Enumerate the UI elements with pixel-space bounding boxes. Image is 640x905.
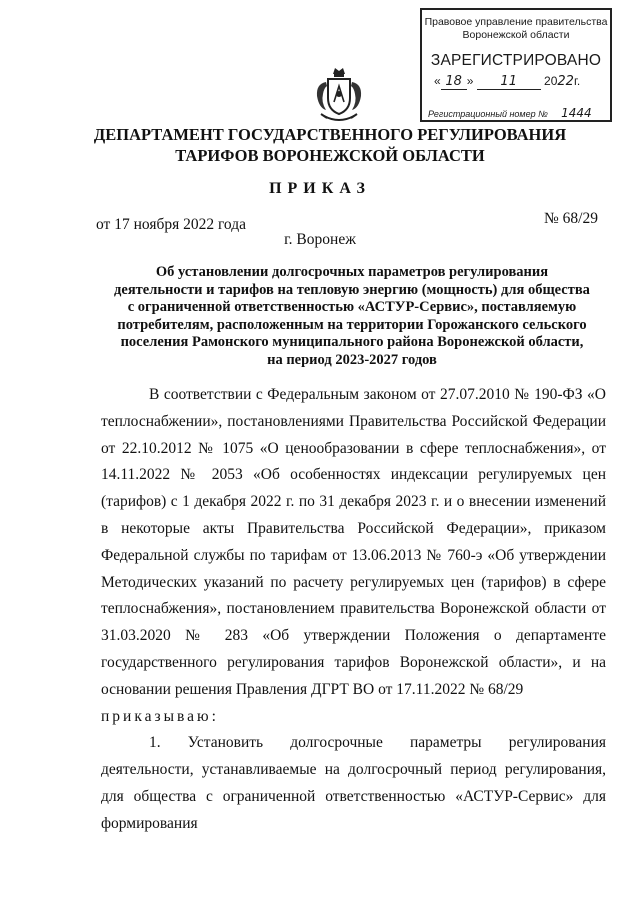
stamp-year-suffix: г. bbox=[573, 74, 581, 88]
stamp-reg-value: 1444 bbox=[550, 106, 602, 121]
preamble-paragraph: В соответствии с Федеральным законом от 27.07.2010 № 190-ФЗ «О теплоснабжении», постановлениями Правительства Российской Федерации от 22.10.2012 № 1075 «О ценообразовании в сфере теплоснабжения», от 14.11.2022 № 2053 «Об особенностях индексации регулируемых цен (тарифов) с 1 декабря 2022 г. по 31 декабря 2023 г. и о внесении изменений в некоторые акты Правительства Российской Федерации», приказом Федеральной службы по тарифам от 13.06.2013 № 760-э «Об утверждении Методических указаний по расчету регулируемых цен (тарифов) в сфере теплоснабжения», постановлением правительства Воронежской области от 31.03.2020 № 283 «Об утверждении Положения о департаменте государственного регулирования тарифов Воронежской области», и на основании решения Правления ДГРТ ВО от 17.11.2022 № 68/29 bbox=[101, 386, 606, 698]
stamp-registered-label: ЗАРЕГИСТРИРОВАНО bbox=[430, 52, 602, 69]
registration-stamp bbox=[420, 8, 612, 122]
subject-line2: деятельности и тарифов на тепловую энергию (мощность) для общества bbox=[114, 281, 590, 298]
stamp-month: 11 bbox=[477, 74, 541, 90]
order-date: от 17 ноября 2022 года bbox=[96, 216, 247, 233]
subject-line5: поселения Рамонского муниципального района Воронежской области, bbox=[120, 334, 584, 350]
department-line1: ДЕПАРТАМЕНТ ГОСУДАРСТВЕННОГО РЕГУЛИРОВАНИЯ bbox=[93, 125, 567, 144]
subject-line3: с ограниченной ответственностью «АСТУР-Сервис», поставляемую bbox=[127, 299, 577, 315]
stamp-date: « 18 » 11 2022г. bbox=[434, 74, 581, 89]
stamp-year-hand: 22 bbox=[557, 74, 574, 89]
order-number: № 68/29 bbox=[544, 210, 598, 227]
stamp-organization bbox=[422, 16, 610, 42]
order-city: г. Воронеж bbox=[284, 231, 356, 248]
subject-line6: на период 2023-2027 годов bbox=[267, 351, 437, 368]
stamp-reg-label: Регистрационный номер № bbox=[428, 109, 548, 119]
coat-of-arms-icon bbox=[313, 64, 365, 124]
item-1-paragraph: 1. Установить долгосрочные параметры регулирования деятельности, устанавливаемые на долгосрочный период регулирования, для общества с ограниченной ответственностью «АСТУР-Сервис» для формирования bbox=[101, 734, 606, 832]
department-line2: ТАРИФОВ ВОРОНЕЖСКОЙ ОБЛАСТИ bbox=[175, 146, 485, 165]
stamp-year-prefix: 20 bbox=[544, 74, 558, 88]
order-title: ПРИКАЗ bbox=[269, 180, 371, 197]
department-name bbox=[90, 124, 570, 166]
stamp-day: 18 bbox=[441, 74, 467, 90]
stamp-reg-number bbox=[428, 106, 602, 121]
stamp-org-line2: Воронежской области bbox=[462, 29, 570, 41]
stamp-org-line1: Правовое управление правительства bbox=[424, 16, 608, 28]
order-subject bbox=[100, 264, 604, 369]
subject-line4: потребителям, расположенным на территории Горожанского сельского bbox=[117, 316, 587, 333]
decree-word: приказываю: bbox=[101, 707, 219, 725]
order-body bbox=[101, 382, 606, 838]
subject-line1: Об установлении долгосрочных параметров регулирования bbox=[155, 264, 549, 280]
